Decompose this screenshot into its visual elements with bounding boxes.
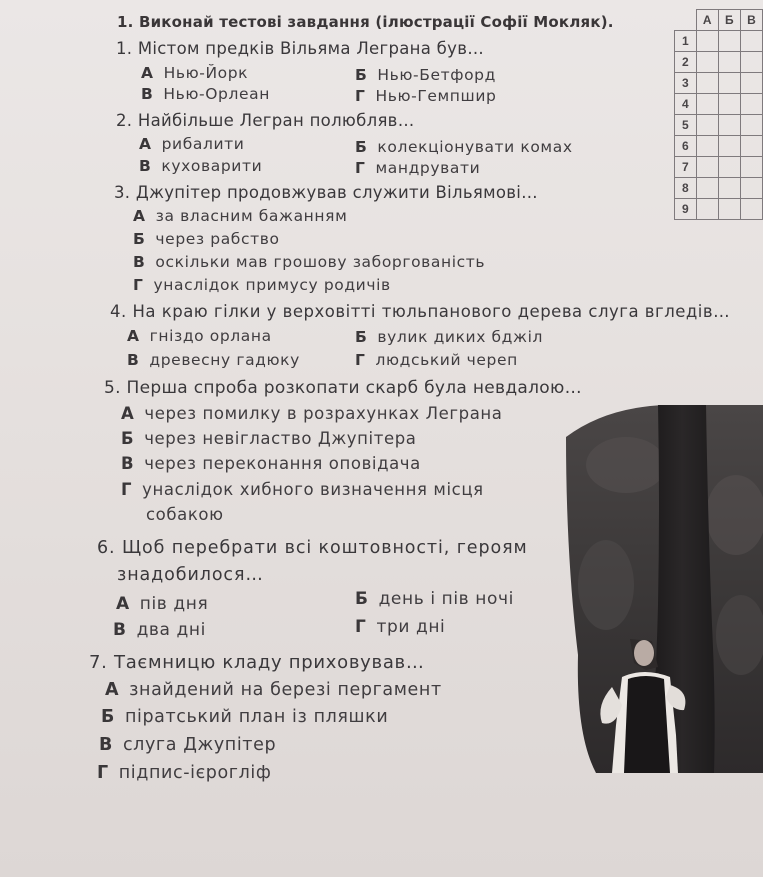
grid-row (675, 52, 763, 73)
question-6-option-c[interactable] (113, 620, 206, 640)
question-6-option-d[interactable] (355, 617, 445, 637)
option-text: два дні (136, 620, 206, 640)
option-letter: Б (355, 328, 368, 346)
question-5-option-d[interactable] (121, 480, 484, 499)
grid-cell[interactable] (718, 199, 740, 220)
option-letter: Б (101, 707, 115, 727)
question-7-option-b[interactable] (101, 707, 388, 727)
question-2-option-d[interactable] (355, 159, 480, 177)
option-letter: Б (133, 230, 146, 248)
option-letter: Г (355, 87, 366, 105)
option-text: день і пів ночі (378, 589, 514, 609)
foliage-shape (578, 540, 634, 630)
grid-cell[interactable] (696, 31, 718, 52)
option-text: Нью-Бетфорд (377, 66, 496, 84)
option-letter: Б (355, 138, 368, 156)
option-text: знайдений на березі пергамент (129, 680, 442, 700)
grid-cell[interactable] (718, 73, 740, 94)
grid-cell[interactable] (718, 178, 740, 199)
grid-cell[interactable] (740, 199, 762, 220)
option-text: пів дня (139, 594, 209, 614)
question-1-option-c[interactable] (141, 85, 270, 103)
question-3-option-a[interactable] (133, 207, 347, 225)
grid-row (675, 199, 763, 220)
question-1-option-b[interactable] (355, 66, 496, 84)
option-letter: А (105, 680, 120, 700)
question-6-option-b[interactable] (355, 589, 514, 609)
option-letter: Б (121, 429, 135, 448)
question-2-option-b[interactable] (355, 138, 573, 156)
option-letter: Б (355, 589, 369, 609)
grid-cell[interactable] (718, 136, 740, 157)
question-6-option-a[interactable] (116, 594, 208, 614)
option-text: куховарити (161, 157, 263, 175)
question-2-option-c[interactable] (139, 157, 262, 175)
grid-row-number: 9 (675, 199, 697, 220)
question-5-option-a[interactable] (121, 404, 503, 423)
grid-row-number: 6 (675, 136, 697, 157)
question-3-text: 3. Джупітер продовжував служити Вільямові… (114, 183, 538, 202)
option-text: через помилку в розрахунках Леграна (144, 404, 503, 423)
grid-row-number: 3 (675, 73, 697, 94)
option-text: слуга Джупітер (122, 735, 277, 755)
question-4-option-c[interactable] (127, 351, 300, 369)
question-5-text: 5. Перша спроба розкопати скарб була невдалою… (104, 378, 582, 398)
option-text: через переконання оповідача (144, 454, 421, 473)
question-7-text: 7. Таємницю кладу приховував… (89, 652, 425, 673)
option-text: древесну гадюку (149, 351, 300, 369)
grid-row (675, 73, 763, 94)
grid-cell[interactable] (696, 94, 718, 115)
grid-header-row (675, 10, 763, 31)
option-letter: В (113, 620, 127, 640)
grid-col-header: В (740, 10, 762, 31)
grid-row (675, 136, 763, 157)
grid-row (675, 94, 763, 115)
option-text: підпис-ієрогліф (118, 763, 272, 783)
grid-row (675, 157, 763, 178)
question-3-option-b[interactable] (133, 230, 280, 248)
question-2-option-a[interactable] (139, 135, 244, 153)
question-6-text: 6. Щоб перебрати всі коштовності, героям (97, 538, 528, 558)
grid-cell[interactable] (696, 115, 718, 136)
option-letter: Б (355, 66, 368, 84)
option-text: Нью-Орлеан (163, 85, 270, 103)
question-4-option-a[interactable] (127, 327, 272, 345)
grid-cell[interactable] (696, 178, 718, 199)
option-letter: Г (355, 351, 366, 369)
question-6-continuation: знадобилося… (117, 565, 264, 585)
option-text: піратський план із пляшки (124, 707, 389, 727)
grid-cell[interactable] (740, 94, 762, 115)
question-1-option-a[interactable] (141, 64, 248, 82)
grid-cell[interactable] (718, 94, 740, 115)
grid-row (675, 31, 763, 52)
grid-row (675, 115, 763, 136)
option-letter: А (139, 135, 152, 153)
figure-vest (624, 676, 670, 773)
answer-grid (674, 9, 763, 220)
grid-cell[interactable] (740, 115, 762, 136)
grid-row-number: 7 (675, 157, 697, 178)
grid-cell[interactable] (740, 136, 762, 157)
grid-row-number: 2 (675, 52, 697, 73)
option-text: унаслідок хибного визначення місця (142, 480, 484, 499)
option-text: унаслідок примусу родичів (153, 276, 391, 294)
figure-face (634, 640, 654, 666)
option-letter: Г (355, 617, 367, 637)
grid-col-header: Б (718, 10, 740, 31)
grid-row (675, 178, 763, 199)
option-letter: А (141, 64, 154, 82)
option-text: за власним бажанням (155, 207, 348, 225)
foliage-shape (586, 437, 666, 493)
grid-cell[interactable] (718, 157, 740, 178)
question-5-option-d-continuation: собакою (146, 505, 224, 524)
question-7-option-d[interactable] (97, 763, 271, 783)
grid-cell[interactable] (740, 73, 762, 94)
task-title: 1. Виконай тестові завдання (ілюстрації Софії Мокляк). (117, 13, 614, 31)
question-1-option-d[interactable] (355, 87, 496, 105)
question-4-option-d[interactable] (355, 351, 518, 369)
grid-cell[interactable] (740, 178, 762, 199)
option-text: рибалити (161, 135, 245, 153)
grid-row-number: 8 (675, 178, 697, 199)
grid-col-header: А (696, 10, 718, 31)
option-letter: В (133, 253, 146, 271)
option-text: через невігластво Джупітера (144, 429, 417, 448)
option-letter: А (133, 207, 146, 225)
option-text: Нью-Йорк (163, 64, 249, 82)
grid-row-number: 5 (675, 115, 697, 136)
grid-cell[interactable] (718, 52, 740, 73)
grid-cell[interactable] (696, 73, 718, 94)
option-letter: В (141, 85, 154, 103)
option-text: через рабство (155, 230, 280, 248)
grid-cell[interactable] (718, 115, 740, 136)
question-5-option-b[interactable] (121, 429, 417, 448)
grid-row-number: 4 (675, 94, 697, 115)
question-4-text: 4. На краю гілки у верховітті тюльпанового дерева слуга вгледів… (110, 302, 731, 321)
question-2-text: 2. Найбільше Легран полюбляв… (116, 111, 415, 130)
question-7-option-a[interactable] (105, 680, 442, 700)
option-letter: Г (355, 159, 366, 177)
grid-cell[interactable] (696, 136, 718, 157)
option-letter: А (116, 594, 130, 614)
grid-cell[interactable] (696, 199, 718, 220)
illustration-tree-figure (566, 405, 763, 773)
option-letter: В (139, 157, 152, 175)
question-4-option-b[interactable] (355, 328, 543, 346)
option-letter: В (99, 735, 113, 755)
option-letter: Г (121, 480, 133, 499)
option-text: гніздо орлана (149, 327, 272, 345)
option-letter: Г (133, 276, 144, 294)
option-letter: А (121, 404, 135, 423)
option-text: вулик диких бджіл (377, 328, 543, 346)
option-text: Нью-Гемпшир (375, 87, 497, 105)
grid-cell[interactable] (740, 52, 762, 73)
grid-cell[interactable] (696, 157, 718, 178)
question-5-option-c[interactable] (121, 454, 421, 473)
question-3-option-d[interactable] (133, 276, 391, 294)
option-text: колекціонувати комах (377, 138, 573, 156)
question-3-option-c[interactable] (133, 253, 485, 271)
question-7-option-c[interactable] (99, 735, 276, 755)
option-text: мандрувати (375, 159, 481, 177)
grid-cell[interactable] (740, 157, 762, 178)
grid-cell[interactable] (740, 31, 762, 52)
option-letter: В (127, 351, 140, 369)
option-letter: А (127, 327, 140, 345)
option-text: оскільки мав грошову заборгованість (155, 253, 486, 271)
grid-cell[interactable] (718, 31, 740, 52)
question-1-text: 1. Містом предків Вільяма Леграна був… (116, 39, 485, 58)
grid-row-number: 1 (675, 31, 697, 52)
option-letter: Г (97, 763, 109, 783)
illustration-svg (566, 405, 763, 773)
option-text: три дні (376, 617, 446, 637)
grid-corner (675, 10, 697, 31)
option-letter: В (121, 454, 135, 473)
grid-cell[interactable] (696, 52, 718, 73)
option-text: людський череп (375, 351, 518, 369)
